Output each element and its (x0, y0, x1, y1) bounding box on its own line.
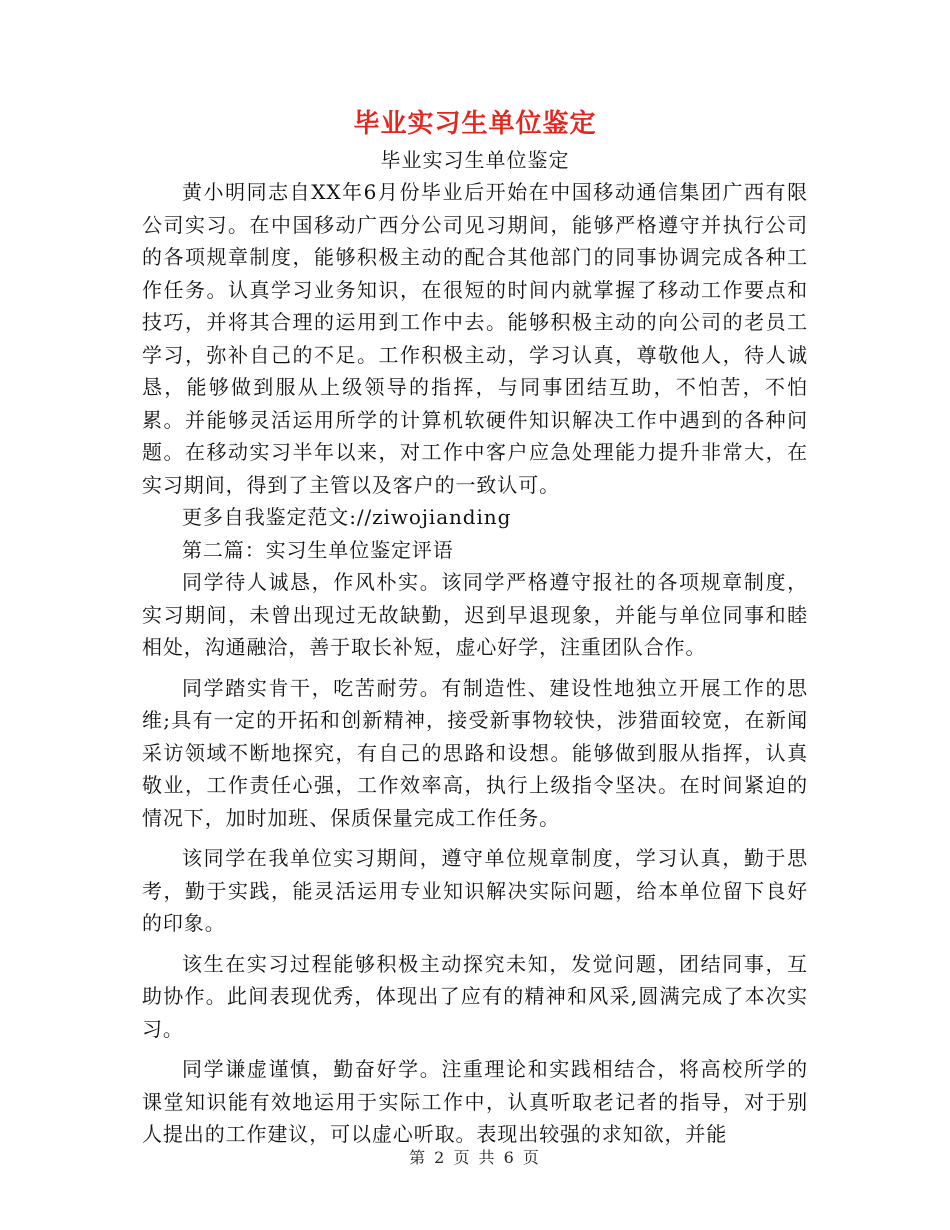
page-footer: 第 2 页 共 6 页 (409, 1148, 541, 1167)
paragraph-more-link: 更多自我鉴定范文://ziwojianding (182, 505, 512, 529)
paragraph-comment-3: 该同学在我单位实习期间，遵守单位规章制度，学习认真，勤于思考，勤于实践，能灵活运用专业知识解决实际问题，给本单位留下良好的印象。 (142, 846, 808, 935)
document-subtitle: 毕业实习生单位鉴定 (380, 148, 570, 172)
document-body (142, 176, 808, 1151)
paragraph-comment-2: 同学踏实肯干，吃苦耐劳。有制造性、建设性地独立开展工作的思维;具有一定的开拓和创新精神，接受新事物较快，涉猎面较宽，在新闻采访领域不断地探究，有自己的思路和设想。能够做到服从指挥，认真敬业，工作责任心强，工作效率高，执行上级指令坚决。在时间紧迫的情况下，加时加班、保质保量完成工作任务。 (142, 675, 808, 830)
paragraph-comment-4: 该生在实习过程能够积极主动探究未知，发觉问题，团结同事，互助协作。此间表现优秀，体现出了应有的精神和风采,圆满完成了本次实习。 (142, 951, 808, 1041)
paragraph-comment-5: 同学谦虚谨慎，勤奋好学。注重理论和实践相结合，将高校所学的课堂知识能有效地运用于实际工作中，认真听取老记者的指导，对于别人提出的工作建议，可以虚心听取。表现出较强的求知欲，并能 (142, 1057, 808, 1146)
paragraph-appraisal-intro: 黄小明同志自XX年6月份毕业后开始在中国移动通信集团广西有限公司实习。在中国移动广西分公司见习期间，能够严格遵守并执行公司的各项规章制度，能够积极主动的配合其他部门的同事协调完成各种工作任务。认真学习业务知识，在很短的时间内就掌握了移动工作要点和技巧，并将其合理的运用到工作中去。能够积极主动的向公司的老员工学习，弥补自己的不足。工作积极主动，学习认真，尊敬他人，待人诚恳，能够做到服从上级领导的指挥，与同事团结互助，不怕苦，不怕累。并能够灵活运用所学的计算机软硬件知识解决工作中遇到的各种问题。在移动实习半年以来，对工作中客户应急处理能力提升非常大，在实习期间，得到了主管以及客户的一致认可。 (142, 180, 808, 497)
document-title: 毕业实习生单位鉴定 (353, 109, 597, 139)
section-heading-part-two: 第二篇：实习生单位鉴定评语 (182, 537, 454, 562)
paragraph-comment-1: 同学待人诚恳，作风朴实。该同学严格遵守报社的各项规章制度，实习期间，未曾出现过无故缺勤，迟到早退现象，并能与单位同事和睦相处，沟通融洽，善于取长补短，虚心好学，注重团队合作。 (142, 570, 808, 659)
